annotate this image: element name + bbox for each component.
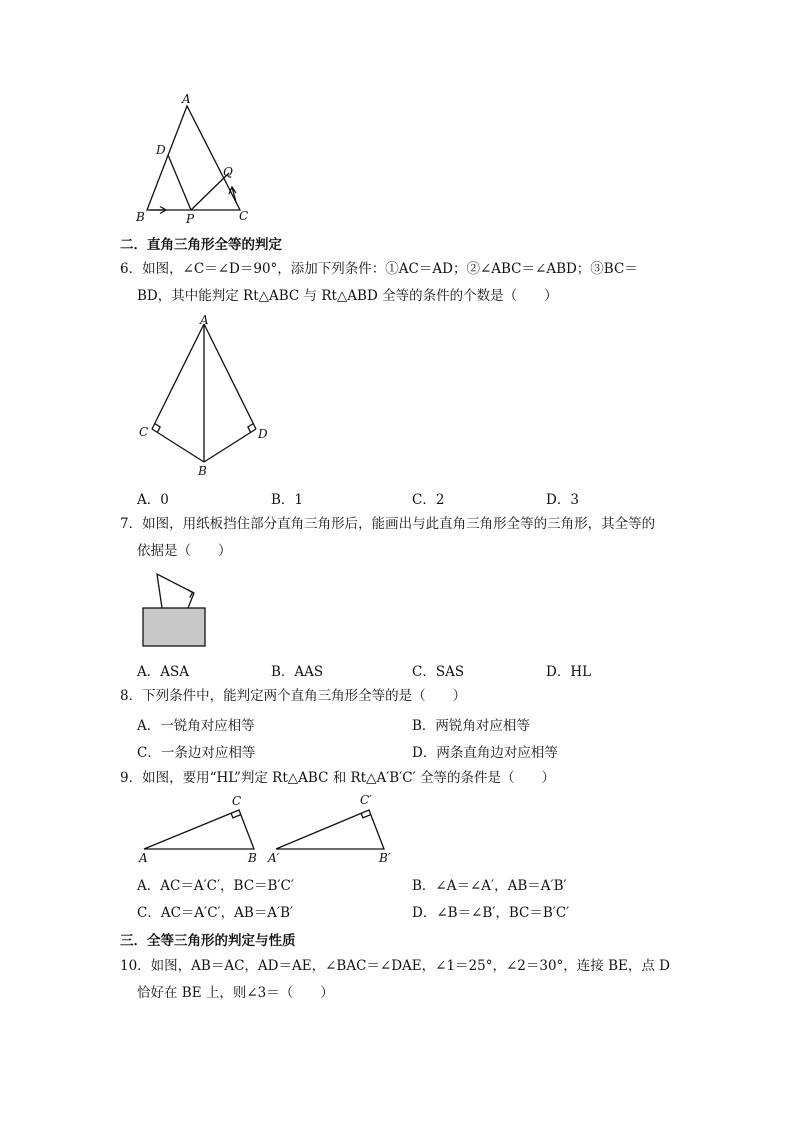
label-C: C xyxy=(239,209,249,223)
label-A-prime: A′ xyxy=(268,851,280,865)
q9-option-d[interactable]: D．∠B＝∠B′，BC＝B′C′ xyxy=(412,905,570,921)
q6-line-1: 6．如图，∠C＝∠D＝90°，添加下列条件：①AC＝AD；②∠ABC＝∠ABD；③BC＝ xyxy=(120,261,638,277)
figure-q7-covered-triangle xyxy=(135,568,215,653)
q6-option-a[interactable]: A．0 xyxy=(137,492,169,508)
q10-line-2: 恰好在 BE 上，则∠3＝（ ） xyxy=(137,985,334,1001)
label-B: B xyxy=(248,851,257,865)
q9-line-1: 9．如图，要用“HL”判定 Rt△ABC 和 Rt△A′B′C′ 全等的条件是（ ） xyxy=(120,770,555,786)
q8-option-a[interactable]: A．一锐角对应相等 xyxy=(137,718,255,734)
label-Q: Q xyxy=(223,165,233,179)
q6-line-2: BD，其中能判定 Rt△ABC 与 Rt△ABD 全等的条件的个数是（ ） xyxy=(137,288,558,304)
q6-option-d[interactable]: D．3 xyxy=(546,492,579,508)
q8-line-1: 8．下列条件中，能判定两个直角三角形全等的是（ ） xyxy=(120,688,467,704)
q8-option-b[interactable]: B．两锐角对应相等 xyxy=(412,718,530,734)
label-C: C xyxy=(232,794,242,808)
label-B: B xyxy=(198,464,207,478)
label-B-prime: B′ xyxy=(379,851,391,865)
label-C: C xyxy=(139,425,149,439)
q7-line-2: 依据是（ ） xyxy=(137,543,232,559)
label-A: A xyxy=(200,313,209,327)
figure-q9-right-triangles xyxy=(130,790,410,870)
label-D: D xyxy=(156,143,166,157)
q9-option-a[interactable]: A．AC＝A′C′，BC＝B′C′ xyxy=(137,878,294,894)
q7-option-c[interactable]: C．SAS xyxy=(412,664,465,680)
q6-option-c[interactable]: C．2 xyxy=(412,492,445,508)
q6-option-b[interactable]: B．1 xyxy=(271,492,304,508)
section-title-2: 二．直角三角形全等的判定 xyxy=(120,237,282,253)
figure-q6-kite xyxy=(130,312,280,482)
label-C-prime: C′ xyxy=(360,793,372,807)
q10-line-1: 10．如图，AB＝AC，AD＝AE，∠BAC＝∠DAE，∠1＝25°，∠2＝30°，连接 BE，点 D xyxy=(120,958,670,974)
label-B: B xyxy=(136,210,145,224)
label-A: A xyxy=(139,851,148,865)
q7-option-a[interactable]: A．ASA xyxy=(137,664,189,680)
q8-option-c[interactable]: C．一条边对应相等 xyxy=(137,745,256,761)
section-title-3: 三．全等三角形的判定与性质 xyxy=(120,933,296,949)
label-D: D xyxy=(258,427,268,441)
q7-option-d[interactable]: D．HL xyxy=(546,664,592,680)
label-P: P xyxy=(186,212,195,226)
q8-option-d[interactable]: D．两条直角边对应相等 xyxy=(412,745,558,761)
label-A: A xyxy=(182,92,191,106)
q7-option-b[interactable]: B．AAS xyxy=(271,664,324,680)
q7-line-1: 7．如图，用纸板挡住部分直角三角形后，能画出与此直角三角形全等的三角形，其全等的 xyxy=(120,516,656,532)
figure-q5-triangle xyxy=(130,90,260,230)
q9-option-c[interactable]: C．AC＝A′C′，AB＝A′B′ xyxy=(137,905,294,921)
q9-option-b[interactable]: B．∠A＝∠A′，AB＝A′B′ xyxy=(412,878,567,894)
